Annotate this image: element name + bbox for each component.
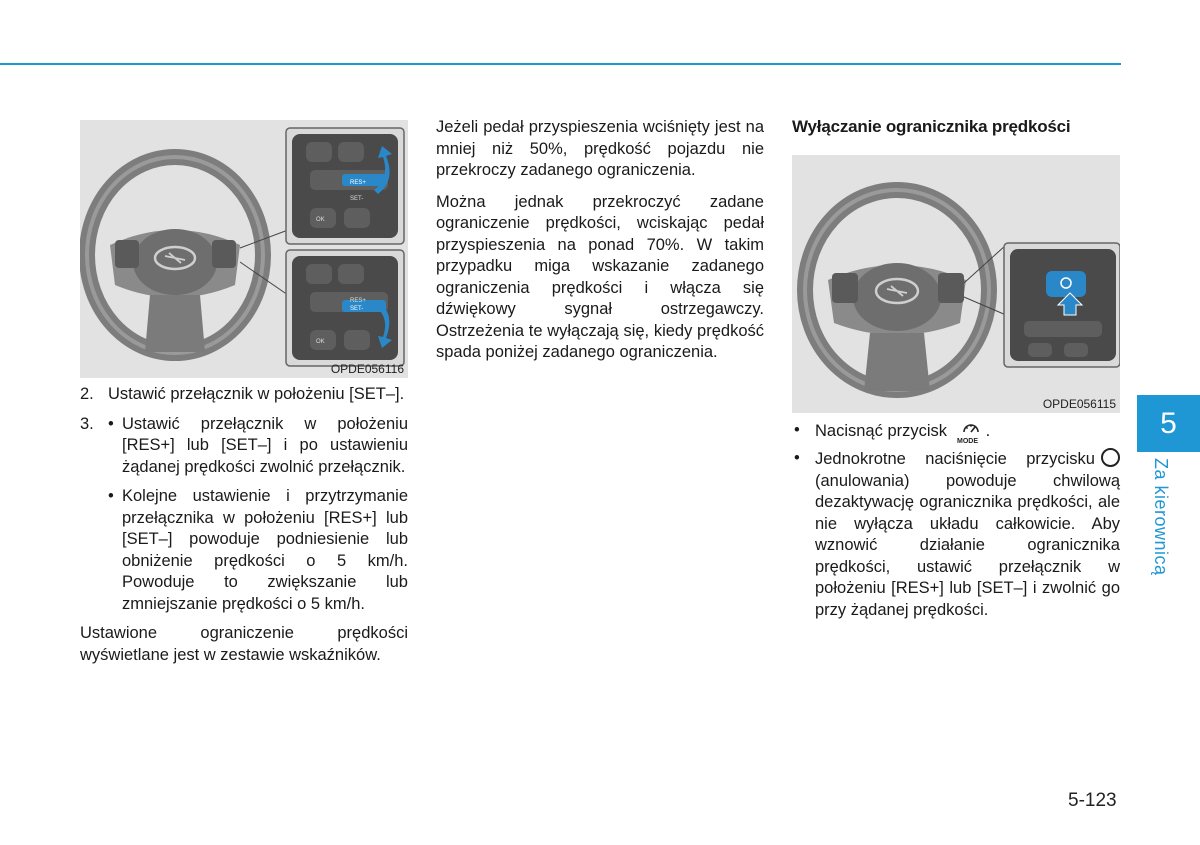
chapter-number: 5 [1160, 407, 1177, 440]
section-heading: Wyłączanie ogranicznika prędkości [792, 117, 1071, 136]
steering-wheel-illustration [80, 120, 408, 378]
chapter-tab[interactable] [1137, 395, 1200, 452]
left-column [80, 384, 408, 676]
header-rule [0, 63, 1121, 65]
step-3 [80, 414, 408, 616]
right-bullet-2-text-b: (anulowania) powoduje chwilową dezaktywację ogranicznika prędkości, ale nie wyłącza układu całkowicie. Aby wznowić działanie ogranicznika prędkości, ustawić przełącznik w położeniu [RES+] lub [SET–] i zwolnić go przy żądanej prędkości. [815, 471, 1120, 619]
right-bullet-1-end: . [985, 422, 991, 440]
bullet-glyph: • [108, 487, 114, 505]
step-3-bullet-1 [108, 414, 408, 479]
res-button-label-left-top: RES+ [350, 180, 366, 186]
step-2-number: 2. [80, 385, 94, 403]
bullet-glyph: • [794, 449, 800, 467]
right-column [792, 420, 1120, 627]
step-3-bullet-2 [108, 486, 408, 615]
res-button-label-left-bottom: RES+ [350, 298, 366, 304]
right-bullet-2 [792, 448, 1120, 621]
steering-wheel-illustration-right [792, 155, 1120, 413]
figure-code-left: OPDE056116 [330, 362, 404, 376]
middle-paragraph-2: Można jednak przekroczyć zadane ograniczenie prędkości, wciskając pedał przyspieszenia na ponad 70%. W takim przypadku miga wskazanie zadanego ograniczenia prędkości i włącza się dźwiękowy sygnał ostrzegawczy. Ostrzeżenia te wyłączają się, kiedy prędkość spada poniżej zadanego ograniczenia. [436, 192, 764, 361]
set-button-label-left-top: SET- [350, 196, 364, 202]
step-3-number: 3. [80, 414, 94, 433]
bullet-glyph: • [794, 421, 800, 439]
step-3-bullet-2-text: Kolejne ustawienie i przytrzymanie przełącznika w położeniu [RES+] lub [SET–] powoduje podniesienie lub obniżenie prędkości o 5 km/h. Powoduje to zwiększanie lub zmniejszanie prędkości o 5 km/h. [122, 487, 408, 613]
right-bullet-1 [792, 420, 1120, 444]
steering-wheel-figure-right [792, 155, 1120, 413]
mode-icon-label: MODE [956, 438, 978, 444]
middle-paragraph-1: Jeżeli pedał przyspieszenia wciśnięty jest na mniej niż 50%, prędkość pojazdu nie przekroczy zadanego ograniczenia. [436, 118, 764, 179]
speed-limiter-mode-icon [956, 420, 986, 444]
closing-paragraph: Ustawione ograniczenie prędkości wyświetlane jest w zestawie wskaźników. [80, 624, 408, 664]
bullet-glyph: • [108, 414, 114, 433]
set-button-label-left-bottom: SET- [350, 306, 364, 312]
step-2 [80, 384, 408, 406]
right-bullet-2-text-a: Jednokrotne naciśnięcie przycisku [815, 450, 1095, 468]
ok-button-label-left-bottom: OK [316, 339, 325, 345]
step-2-text: Ustawić przełącznik w położeniu [SET–]. [108, 385, 405, 403]
chapter-label: Za kierownicą [1151, 458, 1171, 576]
middle-column [436, 117, 764, 374]
chapter-label-container [1151, 458, 1175, 578]
figure-code-right: OPDE056115 [1042, 397, 1116, 411]
step-3-bullet-1-text: Ustawić przełącznik w położeniu [RES+] lub [SET–] i po ustawieniu żądanej prędkości zwolnić przełącznik. [122, 414, 408, 476]
steering-wheel-figure-left [80, 120, 408, 378]
cancel-circle-icon [1101, 448, 1120, 467]
right-bullet-1-text: Nacisnąć przycisk [815, 422, 948, 440]
page-number: 5-123 [1068, 790, 1117, 811]
ok-button-label-left-top: OK [316, 217, 325, 223]
